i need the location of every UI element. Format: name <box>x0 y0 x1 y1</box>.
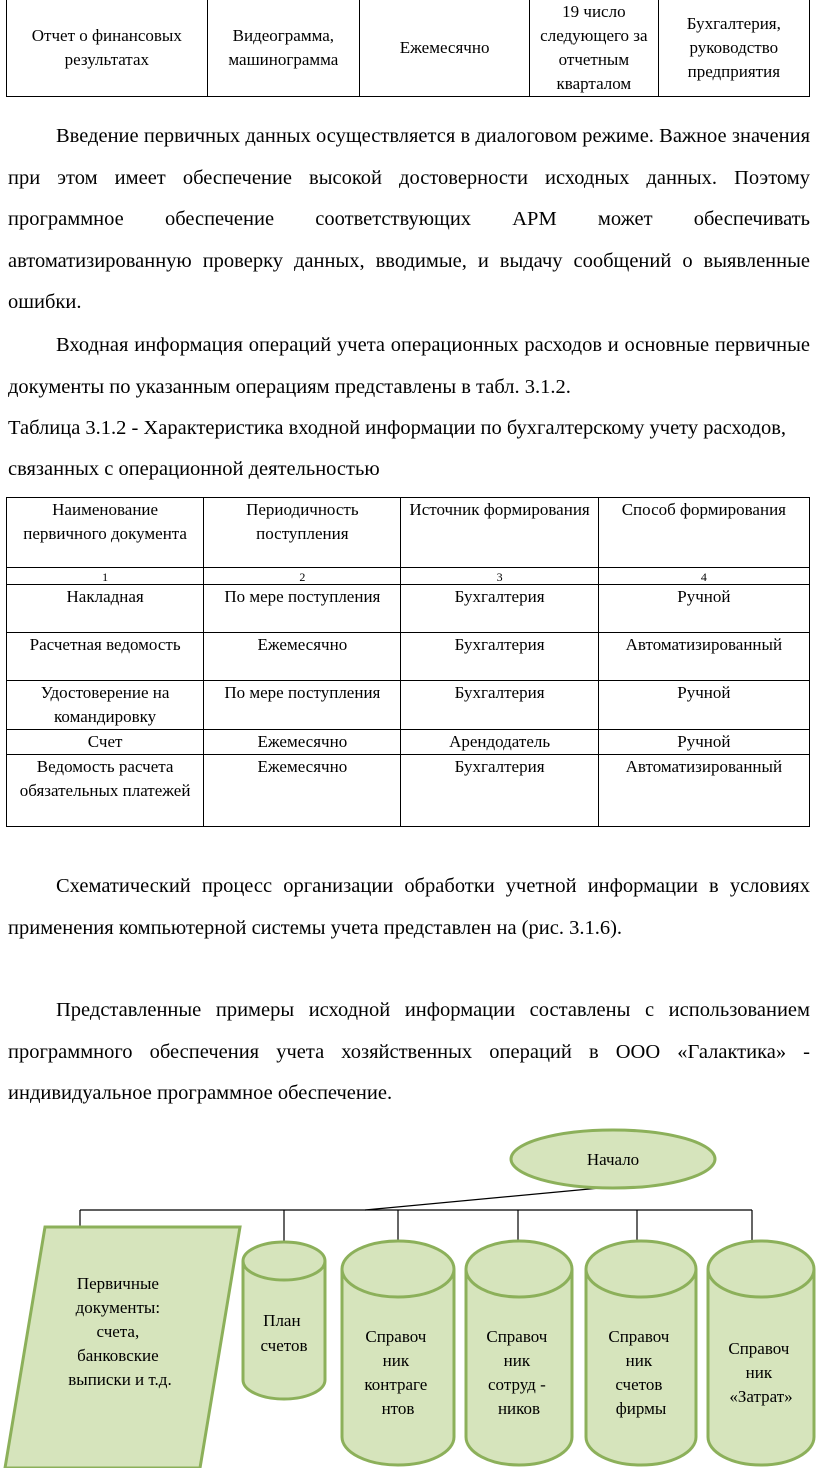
table-cell: Бухгалтерия <box>401 755 598 827</box>
primary-docs-line: Первичные <box>76 1274 159 1293</box>
table-cell: Ручной <box>598 730 809 755</box>
table-cell: Ежемесячно <box>204 730 401 755</box>
database-employees-node <box>466 1241 572 1465</box>
column-number: 1 <box>7 568 204 585</box>
primary-docs-line: счета, <box>96 1322 140 1341</box>
table-cell: Накладная <box>7 585 204 633</box>
column-number: 2 <box>204 568 401 585</box>
database-label: Справоч ник сотруд - ников <box>486 1327 548 1418</box>
column-number: 4 <box>598 568 809 585</box>
header-cell: Наименование первичного документа <box>7 498 204 568</box>
column-number-row <box>7 568 810 585</box>
table-cell: Бухгалтерия, руководство предприятия <box>658 0 809 97</box>
table-cell: Бухгалтерия <box>401 585 598 633</box>
table-row <box>7 755 810 827</box>
table-cell: Расчетная ведомость <box>7 633 204 681</box>
database-counterparties-node <box>342 1241 454 1465</box>
table-row <box>7 730 810 755</box>
table-cell: Ручной <box>598 681 809 730</box>
table-cell: Ежемесячно <box>204 755 401 827</box>
paragraph-scheme: Схематический процесс организации обработки учетной информации в условиях применения компьютерной системы учета представлен на (рис. 3.1.6). <box>8 875 810 939</box>
paragraph-intro: Введение первичных данных осуществляется в диалоговом режиме. Важное значения при этом имеет обеспечение высокой достоверности исходных данных. Поэтому программное обеспечение соответствующих АРМ может обеспечивать автоматизированную проверку данных, вводимые, и выдачу сообщений о выявленные ошибки. <box>8 125 810 313</box>
primary-docs-line: выписки и т.д. <box>68 1370 172 1389</box>
column-number: 3 <box>401 568 598 585</box>
table-cell: Бухгалтерия <box>401 633 598 681</box>
table-caption: Таблица 3.1.2 - Характеристика входной информации по бухгалтерскому учету расходов, связанных с операционной деятельностью <box>8 417 787 480</box>
table-cell: По мере поступления <box>204 681 401 730</box>
table-cell: Видеограмма, машинограмма <box>207 0 360 97</box>
header-cell: Способ формирования <box>598 498 809 568</box>
table-row <box>7 633 810 681</box>
table-row <box>7 0 810 97</box>
header-cell: Периодичность поступления <box>204 498 401 568</box>
report-table <box>6 0 810 97</box>
database-label: Справоч ник счетов фирмы <box>608 1327 670 1418</box>
table-cell: Ежемесячно <box>360 0 530 97</box>
database-label: Справоч ник контраге нтов <box>364 1327 428 1418</box>
database-accounts-node <box>586 1241 696 1465</box>
table-cell: Удостоверение на командировку <box>7 681 204 730</box>
table-cell: Автоматизированный <box>598 755 809 827</box>
flowchart-diagram <box>0 1115 816 1468</box>
table-cell: Счет <box>7 730 204 755</box>
input-info-table <box>6 497 810 827</box>
table-row <box>7 585 810 633</box>
table-cell: Автоматизированный <box>598 633 809 681</box>
database-plan-node <box>243 1242 325 1399</box>
table-cell: Ежемесячно <box>204 633 401 681</box>
table-cell: Бухгалтерия <box>401 681 598 730</box>
primary-docs-line: банковские <box>77 1346 159 1365</box>
primary-docs-line: документы: <box>75 1298 161 1317</box>
start-label: Начало <box>586 1150 640 1169</box>
table-cell: По мере поступления <box>204 585 401 633</box>
paragraph-input-info: Входная информация операций учета операционных расходов и основные первичные документы по указанным операциям представлены в табл. 3.1.2. <box>8 334 810 398</box>
table-cell: Ручной <box>598 585 809 633</box>
table-cell: 19 число следующего за отчетным кварталом <box>530 0 659 97</box>
table-cell: Ведомость расчета обязательных платежей <box>7 755 204 827</box>
database-label: Справоч ник «Затрат» <box>728 1339 793 1406</box>
paragraph-examples: Представленные примеры исходной информации составлены с использованием программного обеспечения учета хозяйственных операций в ООО «Галактика» - индивидуальное программное обеспечение. <box>8 999 810 1104</box>
table-row <box>7 681 810 730</box>
table-cell: Отчет о финансовых результатах <box>7 0 208 97</box>
database-costs-node <box>708 1241 814 1465</box>
database-label: План счетов <box>260 1311 308 1355</box>
table-header-row <box>7 498 810 568</box>
table-cell: Арендодатель <box>401 730 598 755</box>
header-cell: Источник формирования <box>401 498 598 568</box>
